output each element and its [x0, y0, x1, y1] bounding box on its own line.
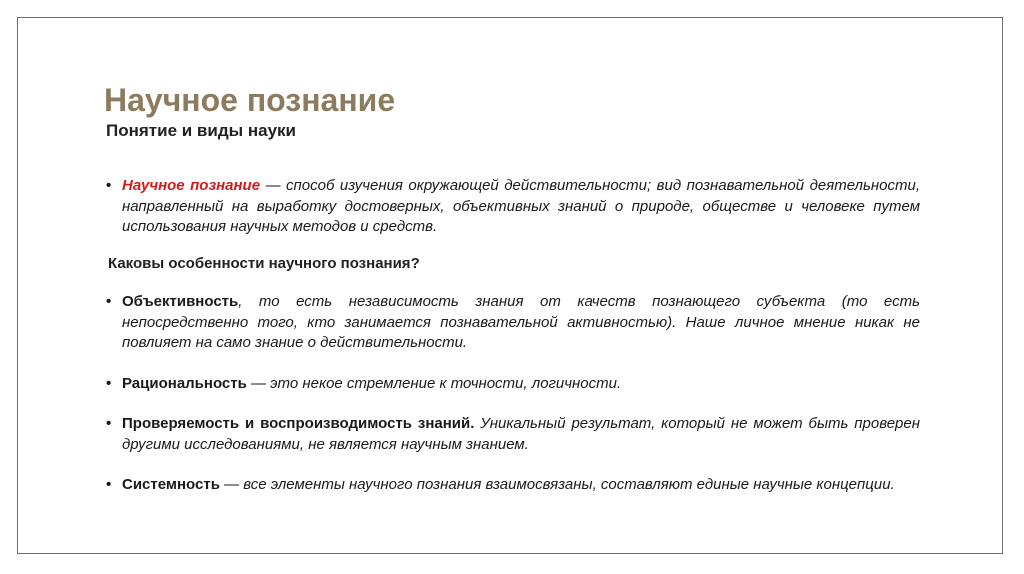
bullet-icon: •	[106, 293, 112, 310]
slide-subtitle: Понятие и виды науки	[106, 121, 296, 140]
feature-item-objectivity	[106, 292, 920, 354]
definition-text: — способ изучения окружающей действительности; вид познавательной деятельности, направленный на выработку достоверных, объективных знаний о природе, обществе и человеке путем использования научных методов и средств.	[122, 177, 921, 235]
definition-item	[106, 176, 920, 238]
feature-term: Объективность	[122, 293, 239, 310]
bullet-icon: •	[106, 476, 112, 493]
slide-content	[106, 176, 920, 496]
feature-term: Рациональность	[122, 374, 247, 392]
feature-text: Уникальный результат, который не может быть проверен другими исследованиями, не является научным знанием.	[122, 415, 920, 453]
bullet-icon: •	[106, 374, 112, 392]
feature-text: — все элементы научного познания взаимосвязаны, составляют единые научные концепции.	[219, 476, 895, 493]
section-question: Каковы особенности научного познания?	[108, 254, 420, 272]
feature-item-rationality	[106, 374, 920, 395]
feature-item-systematicity	[106, 475, 920, 496]
feature-text: , то есть независимость знания от качеств познающего субъекта (то есть непосредственно того, кто занимается познавательной активностью). Наше личное мнение никак не повлияет на само знание о действительности.	[122, 293, 920, 351]
slide-title: Научное познание	[104, 82, 396, 118]
slide-frame	[17, 17, 1003, 554]
feature-item-verifiability	[106, 414, 920, 455]
feature-term: Системность	[122, 476, 220, 493]
feature-text: — это некое стремление к точности, логичности.	[246, 374, 622, 392]
bullet-icon: •	[106, 177, 112, 194]
definition-term: Научное познание	[122, 177, 261, 194]
feature-term: Проверяемость и воспроизводимость знаний.	[122, 415, 475, 432]
bullet-icon: •	[106, 415, 112, 432]
